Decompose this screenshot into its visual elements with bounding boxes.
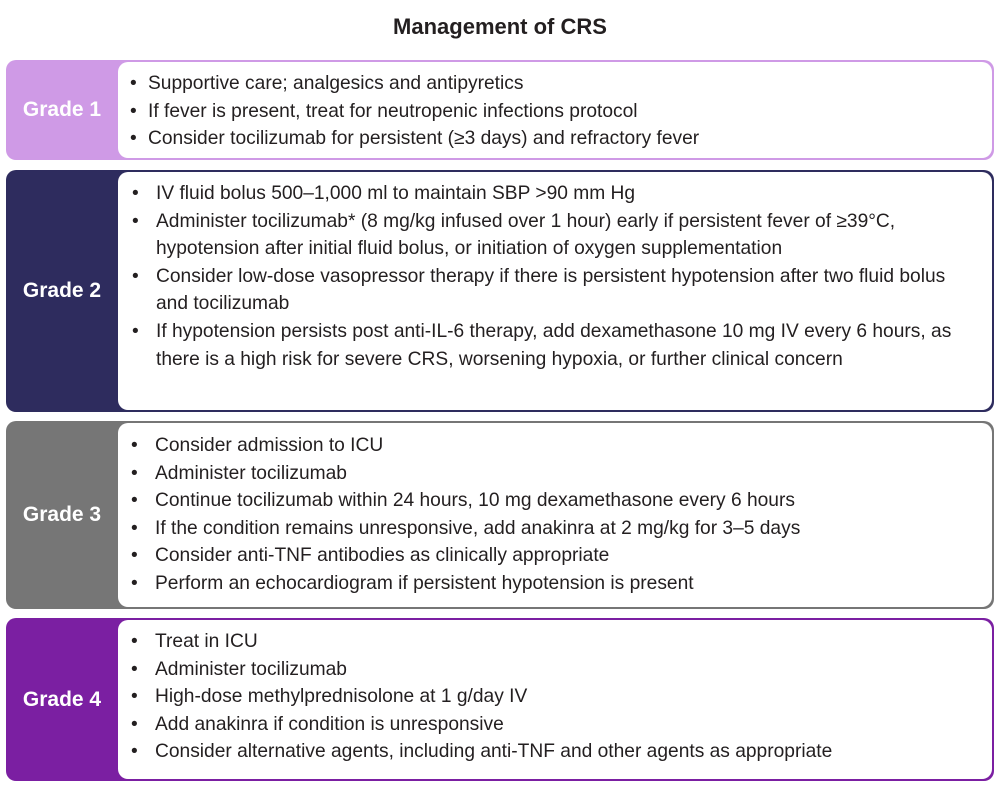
list-item: • Administer tocilizumab xyxy=(155,460,982,488)
grade-2-panel xyxy=(6,170,994,412)
grade-3-panel xyxy=(6,421,994,609)
grade-3-list xyxy=(118,423,992,598)
grade-4-list xyxy=(118,620,992,766)
list-item: • Consider alternative agents, including anti-TNF and other agents as appropriate xyxy=(155,738,982,766)
grade-4-label: Grade 4 xyxy=(22,687,102,711)
grade-2-label: Grade 2 xyxy=(22,279,102,302)
list-item: • Perform an echocardiogram if persistent hypotension is present xyxy=(155,570,982,598)
grade-1-list xyxy=(118,62,992,153)
list-item: • If hypotension persists post anti-IL-6 therapy, add dexamethasone 10 mg IV every 6 hours, as there is a high risk for severe CRS, worsening hypoxia, or further clinical concern xyxy=(156,318,982,373)
list-item: • High-dose methylprednisolone at 1 g/day IV xyxy=(155,683,982,711)
grade-2-list xyxy=(118,172,992,373)
grade-1-content xyxy=(118,62,992,158)
page-title: Management of CRS xyxy=(393,14,607,39)
list-item: • If fever is present, treat for neutropenic infections protocol xyxy=(148,98,982,126)
grade-3-content xyxy=(118,423,992,607)
list-item: • Supportive care; analgesics and antipyretics xyxy=(148,70,982,98)
grade-4-content xyxy=(118,620,992,779)
list-item: • Administer tocilizumab* (8 mg/kg infused over 1 hour) early if persistent fever of ≥39°C, hypotension after initial fluid bolus, or initiation of oxygen supplementation xyxy=(156,208,982,263)
grade-4-panel xyxy=(6,618,994,781)
list-item: • IV fluid bolus 500–1,000 ml to maintain SBP >90 mm Hg xyxy=(156,180,982,208)
grade-1-panel xyxy=(6,60,994,160)
grade-1-label: Grade 1 xyxy=(22,98,102,121)
list-item: • Consider anti-TNF antibodies as clinically appropriate xyxy=(155,542,982,570)
list-item: • If the condition remains unresponsive, add anakinra at 2 mg/kg for 3–5 days xyxy=(155,515,982,543)
list-item: • Consider admission to ICU xyxy=(155,432,982,460)
list-item: • Continue tocilizumab within 24 hours, 10 mg dexamethasone every 6 hours xyxy=(155,487,982,515)
list-item: • Treat in ICU xyxy=(155,628,982,656)
list-item: • Consider tocilizumab for persistent (≥3 days) and refractory fever xyxy=(148,125,982,153)
list-item: • Administer tocilizumab xyxy=(155,656,982,684)
grade-2-content xyxy=(118,172,992,410)
grade-3-label: Grade 3 xyxy=(22,503,102,526)
list-item: • Consider low-dose vasopressor therapy if there is persistent hypotension after two fluid bolus and tocilizumab xyxy=(156,263,982,318)
list-item: • Add anakinra if condition is unresponsive xyxy=(155,711,982,739)
